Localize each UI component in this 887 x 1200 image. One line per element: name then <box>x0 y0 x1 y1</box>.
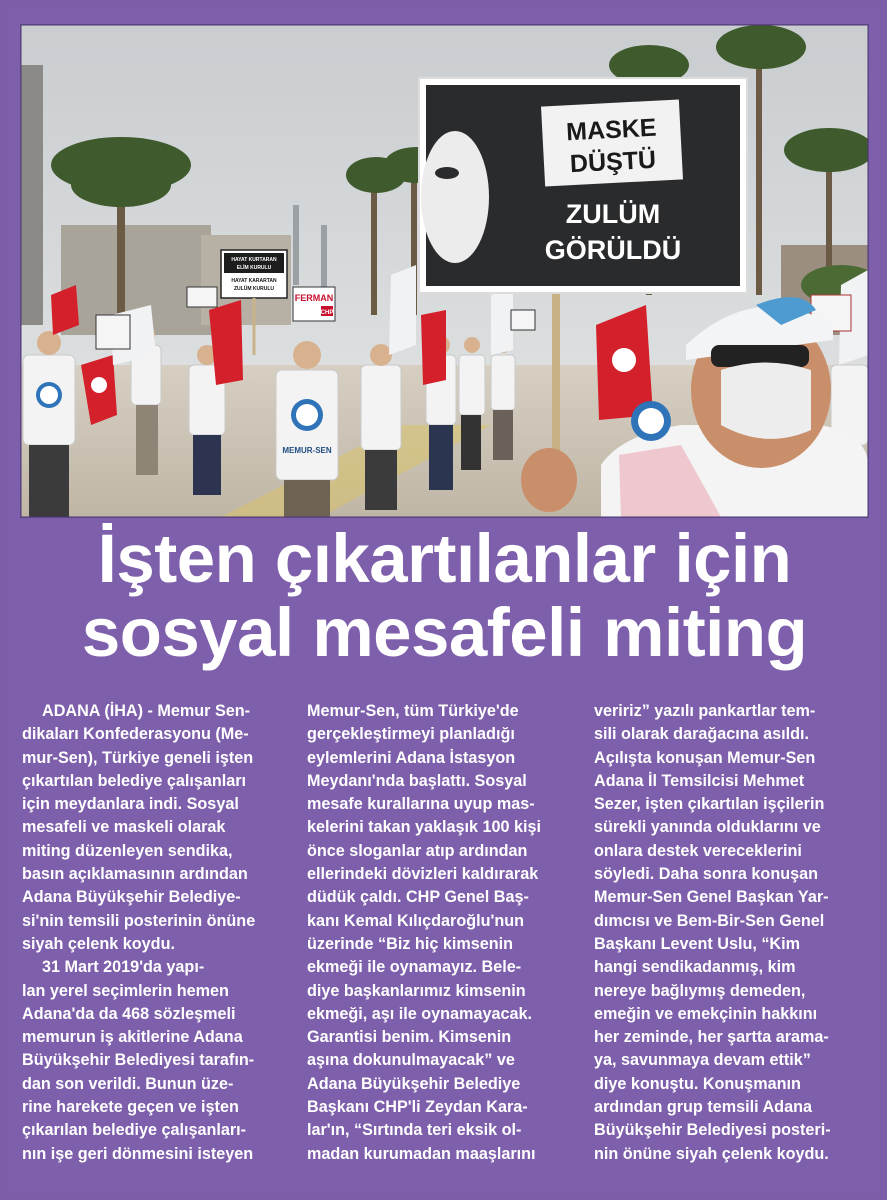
text-line: siyah çelenk koydu. <box>22 934 175 953</box>
text-line: Büyükşehir Belediyesi posteri- <box>594 1121 831 1140</box>
text-line: kelerini takan yaklaşık 100 kişi <box>307 818 541 837</box>
article-body <box>22 700 867 1180</box>
text-line: gerçekleştirmeyi planladığı <box>307 725 515 744</box>
text-line: rine harekete geçen ve işten <box>22 1098 239 1117</box>
headline <box>22 522 867 670</box>
article-column-2 <box>307 700 565 1166</box>
text-line: memurun iş akitlerine Adana <box>22 1028 243 1047</box>
text-line: si'nin temsili posterinin önüne <box>22 911 256 930</box>
text-line: aşına dokunulmayacak” ve <box>307 1051 515 1070</box>
text-line: lan yerel seçimlerin hemen <box>22 981 229 1000</box>
text-line: çıkartılan belediye çalışanları <box>22 771 247 790</box>
text-line: Memur-Sen, tüm Türkiye'de <box>307 702 519 720</box>
small-sign-line1: HAYAT KURTARAN <box>231 257 277 263</box>
text-line: Adana İl Temsilcisi Mehmet <box>594 771 805 790</box>
text-line: nin önüne siyah çelenk koydu. <box>594 1144 829 1163</box>
main-sign-line1: MASKE <box>565 113 658 147</box>
text-line: hangi sendikadanmış, kim <box>594 958 796 977</box>
headline-line-2: sosyal mesafeli miting <box>81 594 808 671</box>
text-line: Meydanı'nda başlattı. Sosyal <box>307 771 527 790</box>
article-column-1 <box>22 700 280 1166</box>
small-sign-line2: ELİM KURULU <box>236 265 272 271</box>
main-sign-line3: ZULÜM <box>565 199 661 229</box>
text-line: Başkanı CHP'li Zeydan Kara- <box>307 1098 528 1117</box>
text-line: Açılışta konuşan Memur-Sen <box>594 748 816 767</box>
text-line: mur-Sen), Türkiye geneli işten <box>22 748 254 767</box>
text-line: Garantisi benim. Kimsenin <box>307 1028 512 1047</box>
text-line: dikaları Konfederasyonu (Me- <box>22 725 249 744</box>
text-line: Adana Büyükşehir Belediye- <box>22 888 241 907</box>
text-line: Adana'da da 468 sözleşmeli <box>22 1004 236 1023</box>
text-line: Memur-Sen Genel Başkan Yar- <box>594 888 829 907</box>
ferman-sign-text: FERMAN <box>294 293 334 303</box>
article-column-3 <box>594 700 852 1166</box>
text-line: dan son verildi. Bunun üze- <box>22 1074 234 1093</box>
text-line: sili olarak darağacına asıldı. <box>594 725 810 744</box>
text-line: için meydanlara indi. Sosyal <box>22 795 239 814</box>
text-line: üzerinde “Biz hiç kimsenin <box>307 934 513 953</box>
chp-sign-text: CHP <box>320 310 334 316</box>
text-line: sürekli yanında olduklarını ve <box>594 818 821 837</box>
text-line: ekmeği, aşı ile oynamayacak. <box>307 1004 532 1023</box>
small-sign-line3: HAYAT KARARTAN <box>231 278 277 284</box>
text-line: önce sloganlar atıp ardından <box>307 841 528 860</box>
main-sign-line2: DÜŞTÜ <box>569 145 657 179</box>
text-line: söyledi. Daha sonra konuşan <box>594 865 818 884</box>
news-photo <box>20 24 869 518</box>
text-line: madan kurumadan maaşlarını <box>307 1144 536 1163</box>
text-line: ellerindeki dövizleri kaldırarak <box>307 865 539 884</box>
text-line: mesafeli ve maskeli olarak <box>22 818 226 837</box>
text-line: dımcısı ve Bem-Bir-Sen Genel <box>594 911 825 930</box>
text-line: kanı Kemal Kılıçdaroğlu'nun <box>307 911 525 930</box>
headline-line-1: İşten çıkartılanlar için <box>97 520 792 597</box>
text-line: diye başkanlarımız kimsenin <box>307 981 526 1000</box>
text-line: onlara destek vereceklerini <box>594 841 802 860</box>
text-line: her zeminde, her şartta arama- <box>594 1028 829 1047</box>
text-line: ardından grup temsili Adana <box>594 1098 812 1117</box>
text-line: lar'ın, “Sırtında teri eksik ol- <box>307 1121 522 1140</box>
text-line: Büyükşehir Belediyesi tarafın- <box>22 1051 255 1070</box>
text-line: ekmeği ile oynamayız. Bele- <box>307 958 522 977</box>
text-line: basın açıklamasının ardından <box>22 865 248 884</box>
text-line: Başkanı Levent Uslu, “Kim <box>594 934 801 953</box>
text-line: nın işe geri dönmesini isteyen <box>22 1144 254 1163</box>
text-line: Adana Büyükşehir Belediye <box>307 1074 521 1093</box>
text-line: emeğin ve emekçinin hakkını <box>594 1004 818 1023</box>
text-line: miting düzenleyen sendika, <box>22 841 233 860</box>
text-line: ADANA (İHA) - Memur Sen- <box>42 702 251 720</box>
text-line: Sezer, işten çıkartılan işçilerin <box>594 795 825 814</box>
text-line: diye konuştu. Konuşmanın <box>594 1074 801 1093</box>
main-sign-line4: GÖRÜLDÜ <box>544 235 682 265</box>
vest-text: MEMUR-SEN <box>282 446 332 455</box>
text-line: 31 Mart 2019'da yapı- <box>42 958 205 977</box>
text-line: çıkarılan belediye çalışanları- <box>22 1121 247 1140</box>
text-line: mesafe kurallarına uyup mas- <box>307 795 535 814</box>
text-line: düdük çaldı. CHP Genel Baş- <box>307 888 529 907</box>
text-line: nereye bağlıymış demeden, <box>594 981 806 1000</box>
text-line: ya, savunmaya devam ettik” <box>594 1051 811 1070</box>
text-line: eylemlerini Adana İstasyon <box>307 748 516 767</box>
text-line: veririz” yazılı pankartlar tem- <box>594 702 816 720</box>
small-sign-line4: ZULÜM KURULU <box>234 286 274 292</box>
